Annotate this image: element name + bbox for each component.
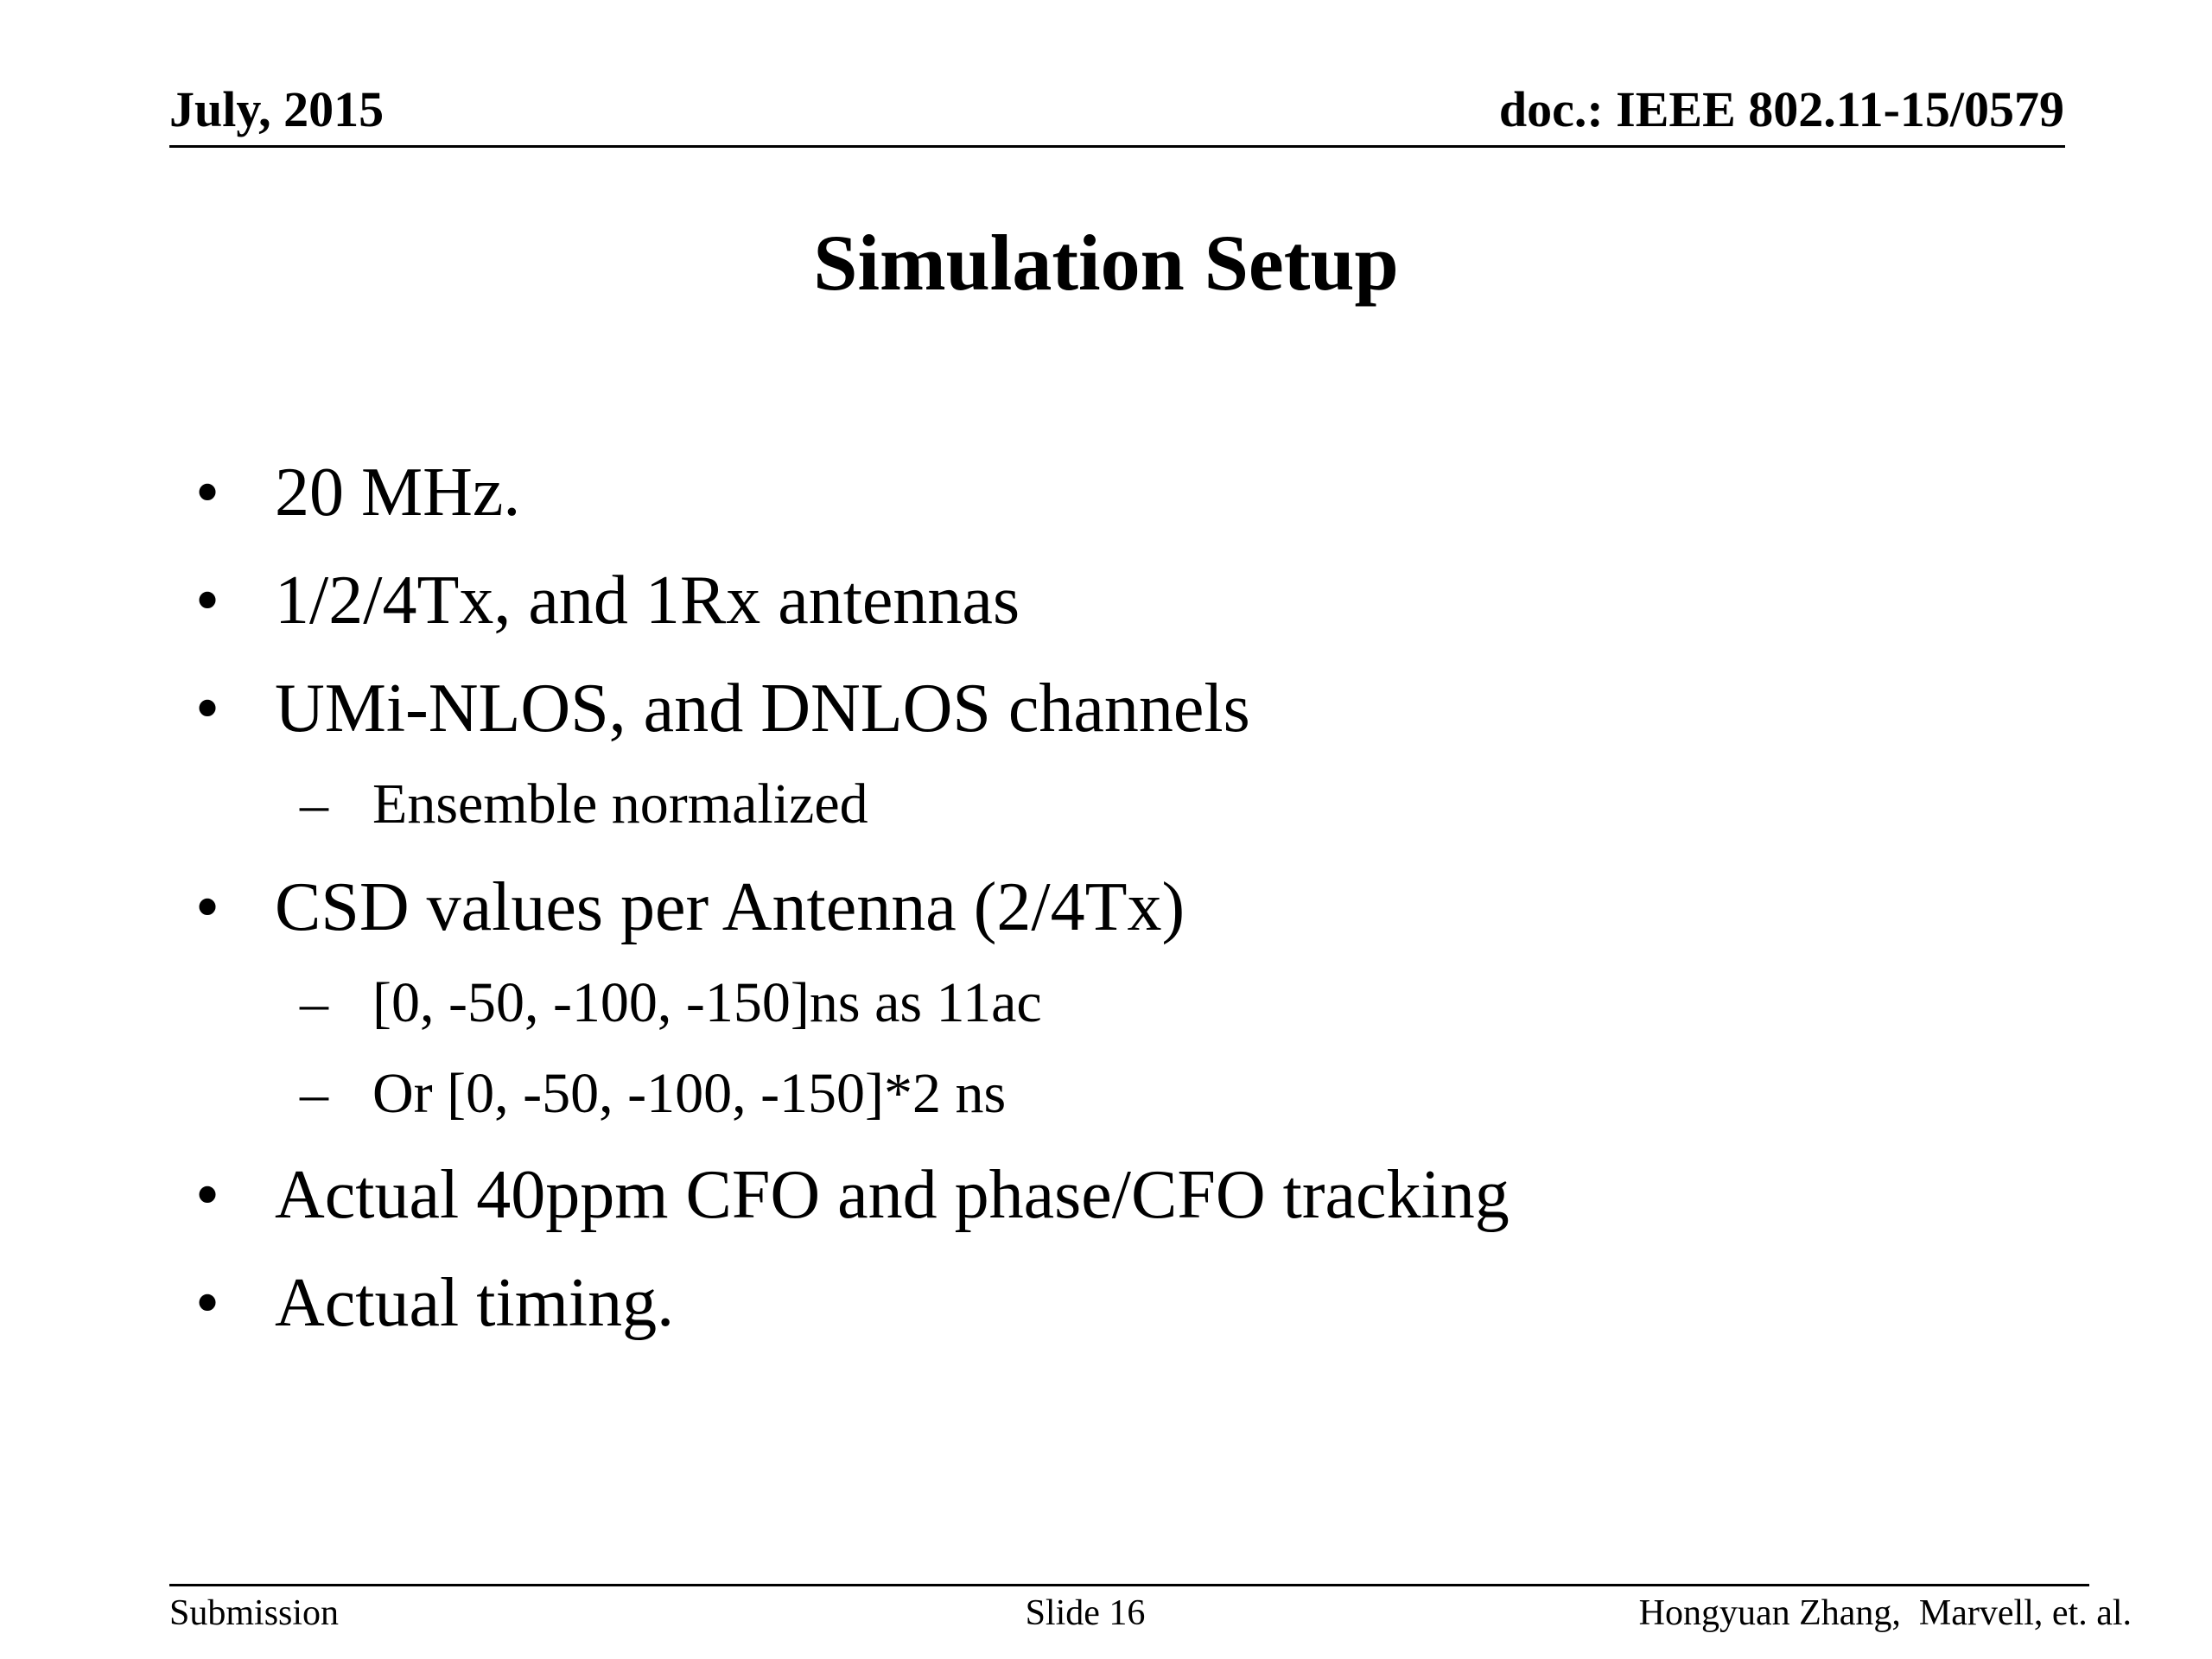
sub-bullet-text: Ensemble normalized: [372, 772, 868, 836]
bullet-mark: •: [195, 869, 220, 945]
bullet-item: [195, 869, 1185, 945]
sub-bullet-mark: –: [300, 1062, 328, 1125]
bullet-text: UMi-NLOS, and DNLOS channels: [275, 671, 1250, 747]
footer-authors: Hongyuan Zhang, Marvell, et. al.: [1638, 1593, 2132, 1633]
bullet-text: 20 MHz.: [275, 454, 521, 531]
sub-bullet-mark: –: [300, 772, 328, 836]
slide-title: Simulation Setup: [813, 219, 1399, 307]
bullet-text: CSD values per Antenna (2/4Tx): [275, 869, 1185, 945]
footer-submission: Submission: [169, 1593, 340, 1633]
sub-bullet-mark: –: [300, 971, 328, 1034]
footer-divider: [169, 1584, 2089, 1586]
sub-bullet-text: Or [0, -50, -100, -150]*2 ns: [372, 1062, 1007, 1125]
sub-bullet-text: [0, -50, -100, -150]ns as 11ac: [372, 971, 1042, 1034]
bullet-text: Actual timing.: [275, 1265, 675, 1341]
bullet-text: Actual 40ppm CFO and phase/CFO tracking: [275, 1157, 1510, 1233]
bullet-mark: •: [195, 563, 220, 639]
bullet-mark: •: [195, 454, 220, 531]
sub-bullet-item: [300, 772, 868, 836]
header-doc-id: doc.: IEEE 802.11-15/0579: [1498, 81, 2064, 137]
sub-bullet-item: [300, 971, 1042, 1034]
bullet-item: [195, 563, 1020, 639]
bullet-mark: •: [195, 671, 220, 747]
bullet-item: [195, 1265, 675, 1341]
bullet-item: [195, 454, 521, 531]
footer-slide-number: Slide 16: [1025, 1593, 1146, 1633]
header-date: July, 2015: [169, 81, 385, 137]
sub-bullet-item: [300, 1062, 1007, 1125]
bullet-mark: •: [195, 1157, 220, 1233]
bullet-mark: •: [195, 1265, 220, 1341]
bullet-item: [195, 1157, 1510, 1233]
bullet-item: [195, 671, 1250, 747]
bullet-text: 1/2/4Tx, and 1Rx antennas: [275, 563, 1020, 639]
